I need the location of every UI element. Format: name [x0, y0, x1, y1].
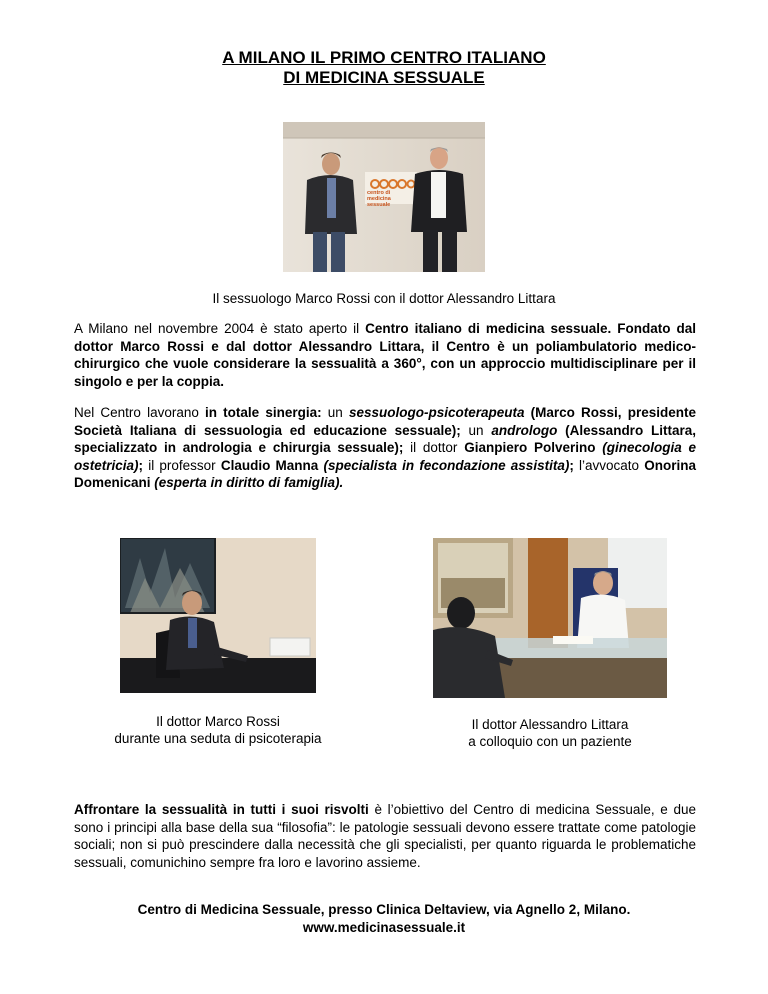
intro-bold-text: Centro italiano di medicina sessuale. Fondato dal dottor Marco Rossi e dal dottor Alessandro Littara, il Centro è un poliambulatorio medico-chirurgico che vuole considerare la sessualità a 360°, con un approccio multidisciplinare per il singolo e per la coppia.: [74, 321, 696, 389]
top-photo: [283, 122, 485, 272]
closing-bold-text: Affrontare la sessualità in tutti i suoi risvolti: [74, 802, 369, 817]
right-photo-caption: Il dottor Alessandro Littara a colloquio con un paziente: [468, 717, 632, 749]
center-sign-label: [367, 190, 415, 208]
intro-paragraph: A Milano nel novembre 2004 è stato aperto il Centro italiano di medicina sessuale. Fondato dal dottor Marco Rossi e dal dottor Alessandro Littara, il Centro è un poliambulatorio medico-chirurgico che vuole considerare la sessualità a 360°, con un approccio multidisciplinare per il singolo e per la coppia.: [74, 321, 696, 389]
footer-address: Centro di Medicina Sessuale, presso Clinica Deltaview, via Agnello 2, Milano.: [137, 902, 631, 917]
left-photo: [120, 538, 316, 693]
right-photo: [433, 538, 667, 698]
footer-website: www.medicinasessuale.it: [302, 920, 466, 935]
staff-paragraph: Nel Centro lavorano in totale sinergia: un sessuologo-psicoterapeuta (Marco Rossi, presidente Società Italiana di sessuologia ed educazione sessuale); un andrologo (Alessandro Littara, specializzato in andrologia e chirurgia sessuale); il dottor Gianpiero Polverino (ginecologia e ostetricia); il professor Claudio Manna (specialista in fecondazione assistita); l’avvocato Onorina Domenicani (esperta in diritto di famiglia).: [74, 405, 697, 490]
page-title-line-1: A MILANO IL PRIMO CENTRO ITALIANO: [222, 48, 546, 67]
top-photo-caption: Il sessuologo Marco Rossi con il dottor Alessandro Littara: [212, 291, 556, 306]
center-sign-line-1: centro di: [367, 190, 391, 196]
closing-paragraph: Affrontare la sessualità in tutti i suoi risvolti è l’obiettivo del Centro di medicina Sessuale, e due sono i principi alla base della sua “filosofia”: le patologie sessuali devono essere trattate come patologie sociali; non si può prescindere dalla necessità che gli specialisti, per quanto riguarda le problematiche sessuali, comunichino sempre fra loro e lavorino assieme.: [74, 802, 696, 870]
center-sign-line-2: medicina sessuale: [367, 196, 391, 208]
page-title-line-2: DI MEDICINA SESSUALE: [283, 68, 485, 87]
left-photo-caption: Il dottor Marco Rossi durante una seduta di psicoterapia: [114, 714, 322, 746]
